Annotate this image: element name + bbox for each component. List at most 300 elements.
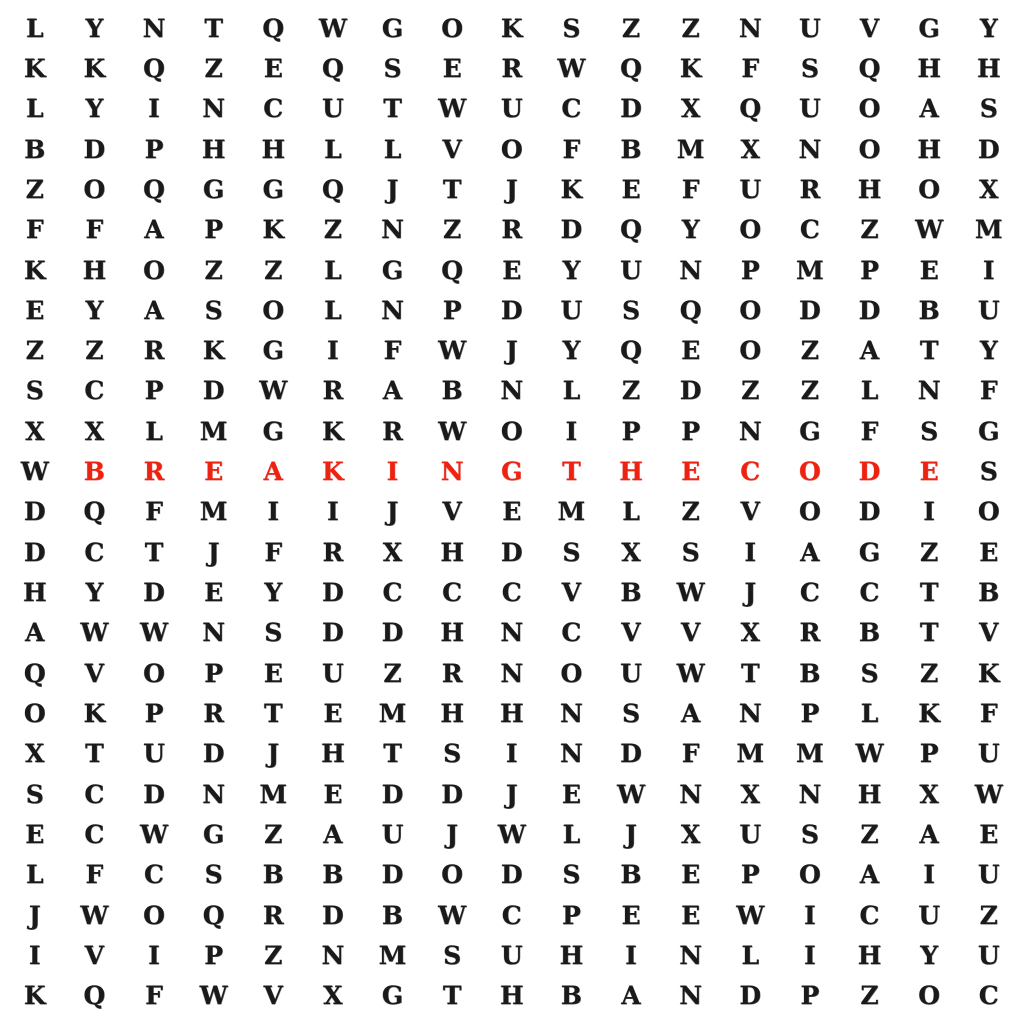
grid-cell: Q <box>858 53 881 83</box>
grid-cell: T <box>442 981 462 1011</box>
grid-cell: D <box>381 779 404 809</box>
grid-cell: L <box>25 94 45 124</box>
grid-cell: L <box>324 295 343 325</box>
grid-cell: O <box>143 900 166 930</box>
grid-cell: Z <box>443 215 462 245</box>
grid-cell: A <box>323 819 344 849</box>
grid-cell-highlighted: D <box>858 457 881 487</box>
grid-cell: N <box>500 658 524 688</box>
grid-cell: K <box>23 981 47 1011</box>
grid-cell: S <box>860 658 880 688</box>
grid-cell: N <box>798 134 822 164</box>
grid-cell: F <box>681 174 700 204</box>
grid-cell: R <box>382 416 404 446</box>
grid-cell: J <box>744 578 757 608</box>
grid-cell: I <box>327 336 340 366</box>
grid-cell: T <box>85 739 105 769</box>
grid-cell: S <box>800 53 820 83</box>
grid-cell: E <box>979 819 999 849</box>
grid-cell: H <box>857 940 882 970</box>
grid-cell: H <box>857 779 882 809</box>
grid-cell: V <box>680 618 701 648</box>
grid-row <box>14 250 1010 290</box>
grid-cell: I <box>804 940 817 970</box>
grid-cell: H <box>440 618 465 648</box>
grid-cell: C <box>84 779 105 809</box>
grid-cell: W <box>139 819 169 849</box>
grid-cell: R <box>262 900 285 930</box>
grid-cell: X <box>740 618 761 648</box>
grid-cell: E <box>204 578 224 608</box>
grid-cell: U <box>620 255 643 285</box>
grid-cell: Z <box>800 336 820 366</box>
grid-cell: Y <box>85 295 104 325</box>
grid-cell: O <box>23 698 47 728</box>
grid-cell: H <box>857 174 882 204</box>
grid-cell: M <box>199 497 228 527</box>
grid-cell: X <box>680 94 701 124</box>
grid-cell: R <box>322 376 344 406</box>
grid-cell: D <box>23 537 47 567</box>
grid-cell: N <box>500 376 524 406</box>
grid-cell: E <box>25 819 45 849</box>
grid-cell: U <box>143 739 166 769</box>
grid-cell: E <box>25 295 45 325</box>
grid-cell: Q <box>83 497 106 527</box>
grid-cell: Q <box>441 255 464 285</box>
grid-row <box>14 331 1010 371</box>
grid-cell: Z <box>920 537 939 567</box>
grid-cell: Z <box>264 255 283 285</box>
grid-cell: V <box>84 940 105 970</box>
grid-cell: C <box>561 94 582 124</box>
grid-cell: L <box>383 134 402 164</box>
grid-cell: U <box>977 295 1001 325</box>
grid-cell: E <box>502 497 522 527</box>
grid-cell: O <box>918 174 941 204</box>
grid-cell: D <box>202 739 225 769</box>
grid-cell-highlighted: T <box>562 457 582 487</box>
grid-cell: Z <box>860 819 880 849</box>
grid-cell: V <box>84 658 105 688</box>
grid-cell: C <box>501 900 523 930</box>
grid-cell: A <box>800 537 821 567</box>
grid-cell: X <box>25 739 45 769</box>
grid-cell: N <box>381 295 405 325</box>
grid-cell: B <box>620 860 643 890</box>
grid-cell: N <box>202 779 226 809</box>
grid-row <box>14 169 1010 209</box>
grid-cell: K <box>322 416 345 446</box>
grid-cell: K <box>83 53 106 83</box>
grid-cell: N <box>679 940 703 970</box>
grid-cell: G <box>381 981 404 1011</box>
grid-cell: S <box>562 13 581 43</box>
grid-cell-highlighted: B <box>83 457 106 487</box>
grid-cell: U <box>321 94 345 124</box>
grid-cell: A <box>859 336 880 366</box>
grid-cell: Z <box>920 658 939 688</box>
grid-cell: D <box>23 497 47 527</box>
grid-cell: X <box>919 779 940 809</box>
grid-cell: S <box>383 53 403 83</box>
grid-cell: W <box>915 215 944 245</box>
grid-cell: W <box>736 900 765 930</box>
grid-cell: S <box>979 94 999 124</box>
grid-row <box>14 572 1010 612</box>
grid-cell: K <box>679 53 702 83</box>
grid-cell: W <box>974 779 1004 809</box>
grid-cell: L <box>324 255 343 285</box>
grid-cell: V <box>442 134 463 164</box>
grid-cell: W <box>855 739 885 769</box>
grid-cell: D <box>143 578 166 608</box>
grid-cell: P <box>621 416 641 446</box>
grid-cell: B <box>978 578 1000 608</box>
grid-cell: G <box>978 416 1000 446</box>
grid-cell: U <box>620 658 643 688</box>
grid-cell: X <box>382 537 403 567</box>
grid-cell: D <box>679 376 702 406</box>
grid-cell: C <box>263 94 284 124</box>
grid-cell: L <box>741 940 760 970</box>
grid-cell: C <box>144 860 165 890</box>
grid-cell: G <box>858 537 881 567</box>
grid-cell: X <box>25 416 45 446</box>
grid-cell: G <box>799 416 822 446</box>
grid-cell: D <box>500 860 524 890</box>
grid-cell: R <box>441 658 464 688</box>
grid-cell: H <box>440 537 465 567</box>
grid-cell: W <box>259 376 288 406</box>
grid-cell: Z <box>621 376 641 406</box>
grid-cell: S <box>920 416 939 446</box>
grid-cell: W <box>80 618 109 648</box>
grid-row <box>14 613 1010 653</box>
grid-cell: U <box>798 13 822 43</box>
grid-cell: T <box>383 94 403 124</box>
grid-cell: J <box>386 174 399 204</box>
grid-cell-highlighted: H <box>619 457 644 487</box>
grid-cell-highlighted: E <box>681 457 701 487</box>
grid-cell-highlighted: C <box>740 457 761 487</box>
grid-row <box>14 734 1010 774</box>
grid-cell: Z <box>323 215 343 245</box>
grid-cell: H <box>499 981 525 1011</box>
grid-cell: T <box>383 739 403 769</box>
grid-cell: D <box>143 779 166 809</box>
grid-cell: B <box>858 618 881 648</box>
grid-cell: W <box>139 618 169 648</box>
grid-cell-highlighted: E <box>919 457 940 487</box>
grid-cell: C <box>799 578 821 608</box>
grid-cell-highlighted: N <box>440 457 465 487</box>
grid-cell: X <box>84 416 105 446</box>
grid-cell: S <box>25 376 45 406</box>
grid-cell: D <box>858 295 881 325</box>
grid-cell: G <box>202 174 225 204</box>
grid-cell: Y <box>85 13 104 43</box>
grid-cell-highlighted: G <box>501 457 523 487</box>
grid-cell: W <box>438 900 467 930</box>
grid-cell: O <box>83 174 106 204</box>
grid-cell: E <box>681 860 701 890</box>
grid-cell: Z <box>979 900 999 930</box>
grid-cell: S <box>681 537 701 567</box>
grid-cell: H <box>201 134 226 164</box>
grid-cell: V <box>859 13 880 43</box>
grid-cell: N <box>202 94 226 124</box>
grid-cell: G <box>381 13 404 43</box>
grid-cell: P <box>442 295 463 325</box>
grid-cell: U <box>977 739 1001 769</box>
grid-cell: V <box>263 981 284 1011</box>
grid-row <box>14 935 1010 975</box>
grid-cell: N <box>738 698 763 728</box>
grid-cell: L <box>324 134 343 164</box>
grid-cell: O <box>739 336 762 366</box>
grid-cell: B <box>799 658 821 688</box>
grid-cell: Z <box>681 497 701 527</box>
grid-cell: U <box>977 940 1001 970</box>
grid-cell: L <box>562 376 581 406</box>
grid-row <box>14 210 1010 250</box>
grid-cell: C <box>859 578 880 608</box>
grid-cell: C <box>84 819 105 849</box>
grid-cell: E <box>621 174 642 204</box>
grid-cell: D <box>500 537 524 567</box>
grid-cell: L <box>622 497 641 527</box>
grid-cell: O <box>858 94 881 124</box>
grid-cell: Q <box>679 295 703 325</box>
grid-cell: Z <box>85 336 104 366</box>
grid-cell: W <box>557 53 586 83</box>
grid-cell: E <box>263 53 284 83</box>
grid-cell: D <box>441 779 464 809</box>
grid-cell: V <box>561 578 582 608</box>
grid-row <box>14 129 1010 169</box>
grid-cell: O <box>977 497 1001 527</box>
grid-cell: J <box>625 819 638 849</box>
grid-cell: N <box>559 698 584 728</box>
grid-cell: X <box>680 819 701 849</box>
grid-cell: Q <box>143 53 166 83</box>
grid-cell: P <box>144 376 164 406</box>
grid-cell: D <box>500 295 524 325</box>
grid-row <box>14 8 1010 48</box>
grid-cell: Q <box>83 981 106 1011</box>
grid-cell: F <box>860 416 879 446</box>
grid-cell: S <box>204 860 224 890</box>
grid-cell: H <box>917 53 942 83</box>
grid-cell: M <box>736 739 765 769</box>
grid-cell: X <box>323 981 344 1011</box>
grid-cell: J <box>446 819 459 849</box>
grid-cell: O <box>798 860 822 890</box>
grid-cell: I <box>267 497 280 527</box>
grid-cell: I <box>327 497 340 527</box>
grid-cell: C <box>84 376 105 406</box>
grid-cell: D <box>381 618 404 648</box>
grid-cell: Q <box>321 174 345 204</box>
grid-cell: D <box>858 497 881 527</box>
grid-cell: M <box>796 739 825 769</box>
grid-cell: N <box>679 255 703 285</box>
grid-cell: H <box>321 739 346 769</box>
grid-cell: P <box>800 698 820 728</box>
grid-cell: T <box>919 336 939 366</box>
grid-cell: G <box>262 336 285 366</box>
grid-cell: H <box>559 940 584 970</box>
grid-cell: Y <box>264 578 283 608</box>
grid-row <box>14 895 1010 935</box>
grid-cell: G <box>262 416 285 446</box>
grid-cell: D <box>381 860 404 890</box>
grid-cell: O <box>798 497 822 527</box>
grid-cell: F <box>979 376 999 406</box>
grid-cell: X <box>979 174 999 204</box>
grid-cell: I <box>804 900 817 930</box>
grid-cell: U <box>798 94 822 124</box>
grid-cell: I <box>923 860 936 890</box>
grid-cell: A <box>919 94 940 124</box>
grid-cell: O <box>500 134 524 164</box>
grid-cell: K <box>560 174 583 204</box>
grid-cell: P <box>919 739 940 769</box>
grid-cell: D <box>739 981 762 1011</box>
grid-cell: P <box>204 658 224 688</box>
grid-cell: C <box>501 578 523 608</box>
grid-cell: G <box>202 819 225 849</box>
grid-cell: T <box>919 578 939 608</box>
grid-cell: A <box>621 981 642 1011</box>
grid-cell: E <box>681 336 701 366</box>
grid-cell: D <box>799 295 822 325</box>
grid-cell: Z <box>741 376 760 406</box>
grid-cell: X <box>740 134 761 164</box>
grid-cell: I <box>923 497 936 527</box>
grid-cell: T <box>740 658 761 688</box>
grid-cell-highlighted: K <box>322 457 345 487</box>
grid-cell: M <box>796 255 825 285</box>
grid-cell: Z <box>204 53 224 83</box>
grid-cell: W <box>20 457 50 487</box>
grid-cell: Q <box>143 174 166 204</box>
grid-cell: H <box>440 698 465 728</box>
grid-row <box>14 774 1010 814</box>
grid-cell: S <box>621 698 641 728</box>
grid-cell: P <box>144 698 164 728</box>
grid-cell: K <box>83 698 106 728</box>
grid-cell: E <box>263 658 284 688</box>
grid-cell: W <box>438 94 467 124</box>
grid-cell: L <box>25 860 45 890</box>
grid-cell: E <box>979 537 999 567</box>
grid-cell: S <box>979 457 999 487</box>
grid-cell: Z <box>25 336 45 366</box>
grid-cell: J <box>505 174 519 204</box>
grid-cell: Y <box>562 336 581 366</box>
grid-cell: P <box>681 416 701 446</box>
grid-cell: R <box>203 698 225 728</box>
grid-cell: X <box>621 537 642 567</box>
grid-cell: D <box>322 618 345 648</box>
grid-cell: N <box>738 416 763 446</box>
grid-cell: A <box>919 819 940 849</box>
grid-cell: C <box>442 578 463 608</box>
grid-cell: Z <box>204 255 224 285</box>
grid-cell: Y <box>681 215 701 245</box>
grid-cell: S <box>264 618 283 648</box>
grid-cell: S <box>443 940 462 970</box>
grid-cell: P <box>800 981 820 1011</box>
grid-cell: O <box>560 658 583 688</box>
grid-cell: L <box>860 698 879 728</box>
grid-cell: T <box>919 618 939 648</box>
grid-cell: H <box>261 134 286 164</box>
grid-cell: O <box>500 416 524 446</box>
grid-cell: Z <box>860 215 880 245</box>
grid-cell-highlighted: R <box>143 457 165 487</box>
grid-cell: Z <box>264 819 283 849</box>
grid-cell: Y <box>85 94 104 124</box>
grid-cell: D <box>322 900 345 930</box>
grid-cell: Y <box>562 255 581 285</box>
grid-cell: Y <box>85 578 104 608</box>
grid-cell: O <box>441 860 464 890</box>
grid-cell: A <box>144 215 165 245</box>
grid-cell: H <box>976 53 1002 83</box>
grid-cell: K <box>23 255 47 285</box>
grid-cell: A <box>144 295 165 325</box>
grid-cell: I <box>565 416 578 446</box>
grid-cell: N <box>559 739 584 769</box>
grid-cell: D <box>977 134 1001 164</box>
grid-cell: O <box>143 255 166 285</box>
grid-cell: Q <box>321 53 345 83</box>
grid-cell: U <box>381 819 404 849</box>
grid-cell: E <box>502 255 522 285</box>
grid-cell: U <box>918 900 941 930</box>
grid-cell: B <box>381 900 404 930</box>
grid-cell: Z <box>25 174 45 204</box>
grid-cell: O <box>739 295 762 325</box>
grid-cell: C <box>799 215 821 245</box>
grid-cell: Y <box>979 336 999 366</box>
grid-cell: D <box>83 134 106 164</box>
grid-cell: J <box>267 739 280 769</box>
grid-cell: E <box>323 779 343 809</box>
grid-cell: O <box>262 295 285 325</box>
grid-cell: P <box>740 255 761 285</box>
grid-cell: G <box>918 13 941 43</box>
grid-cell: F <box>264 537 283 567</box>
grid-cell: F <box>562 134 581 164</box>
grid-cell: C <box>561 618 582 648</box>
grid-cell: R <box>501 215 523 245</box>
grid-cell: P <box>204 940 224 970</box>
grid-cell-highlighted: E <box>204 457 224 487</box>
grid-cell: U <box>560 295 583 325</box>
grid-cell: Q <box>23 658 47 688</box>
grid-cell: C <box>84 537 105 567</box>
grid-cell: B <box>560 981 583 1011</box>
grid-cell: B <box>262 860 285 890</box>
grid-cell: F <box>85 860 104 890</box>
grid-cell: L <box>25 13 45 43</box>
grid-cell: I <box>148 940 161 970</box>
grid-cell: P <box>860 255 880 285</box>
